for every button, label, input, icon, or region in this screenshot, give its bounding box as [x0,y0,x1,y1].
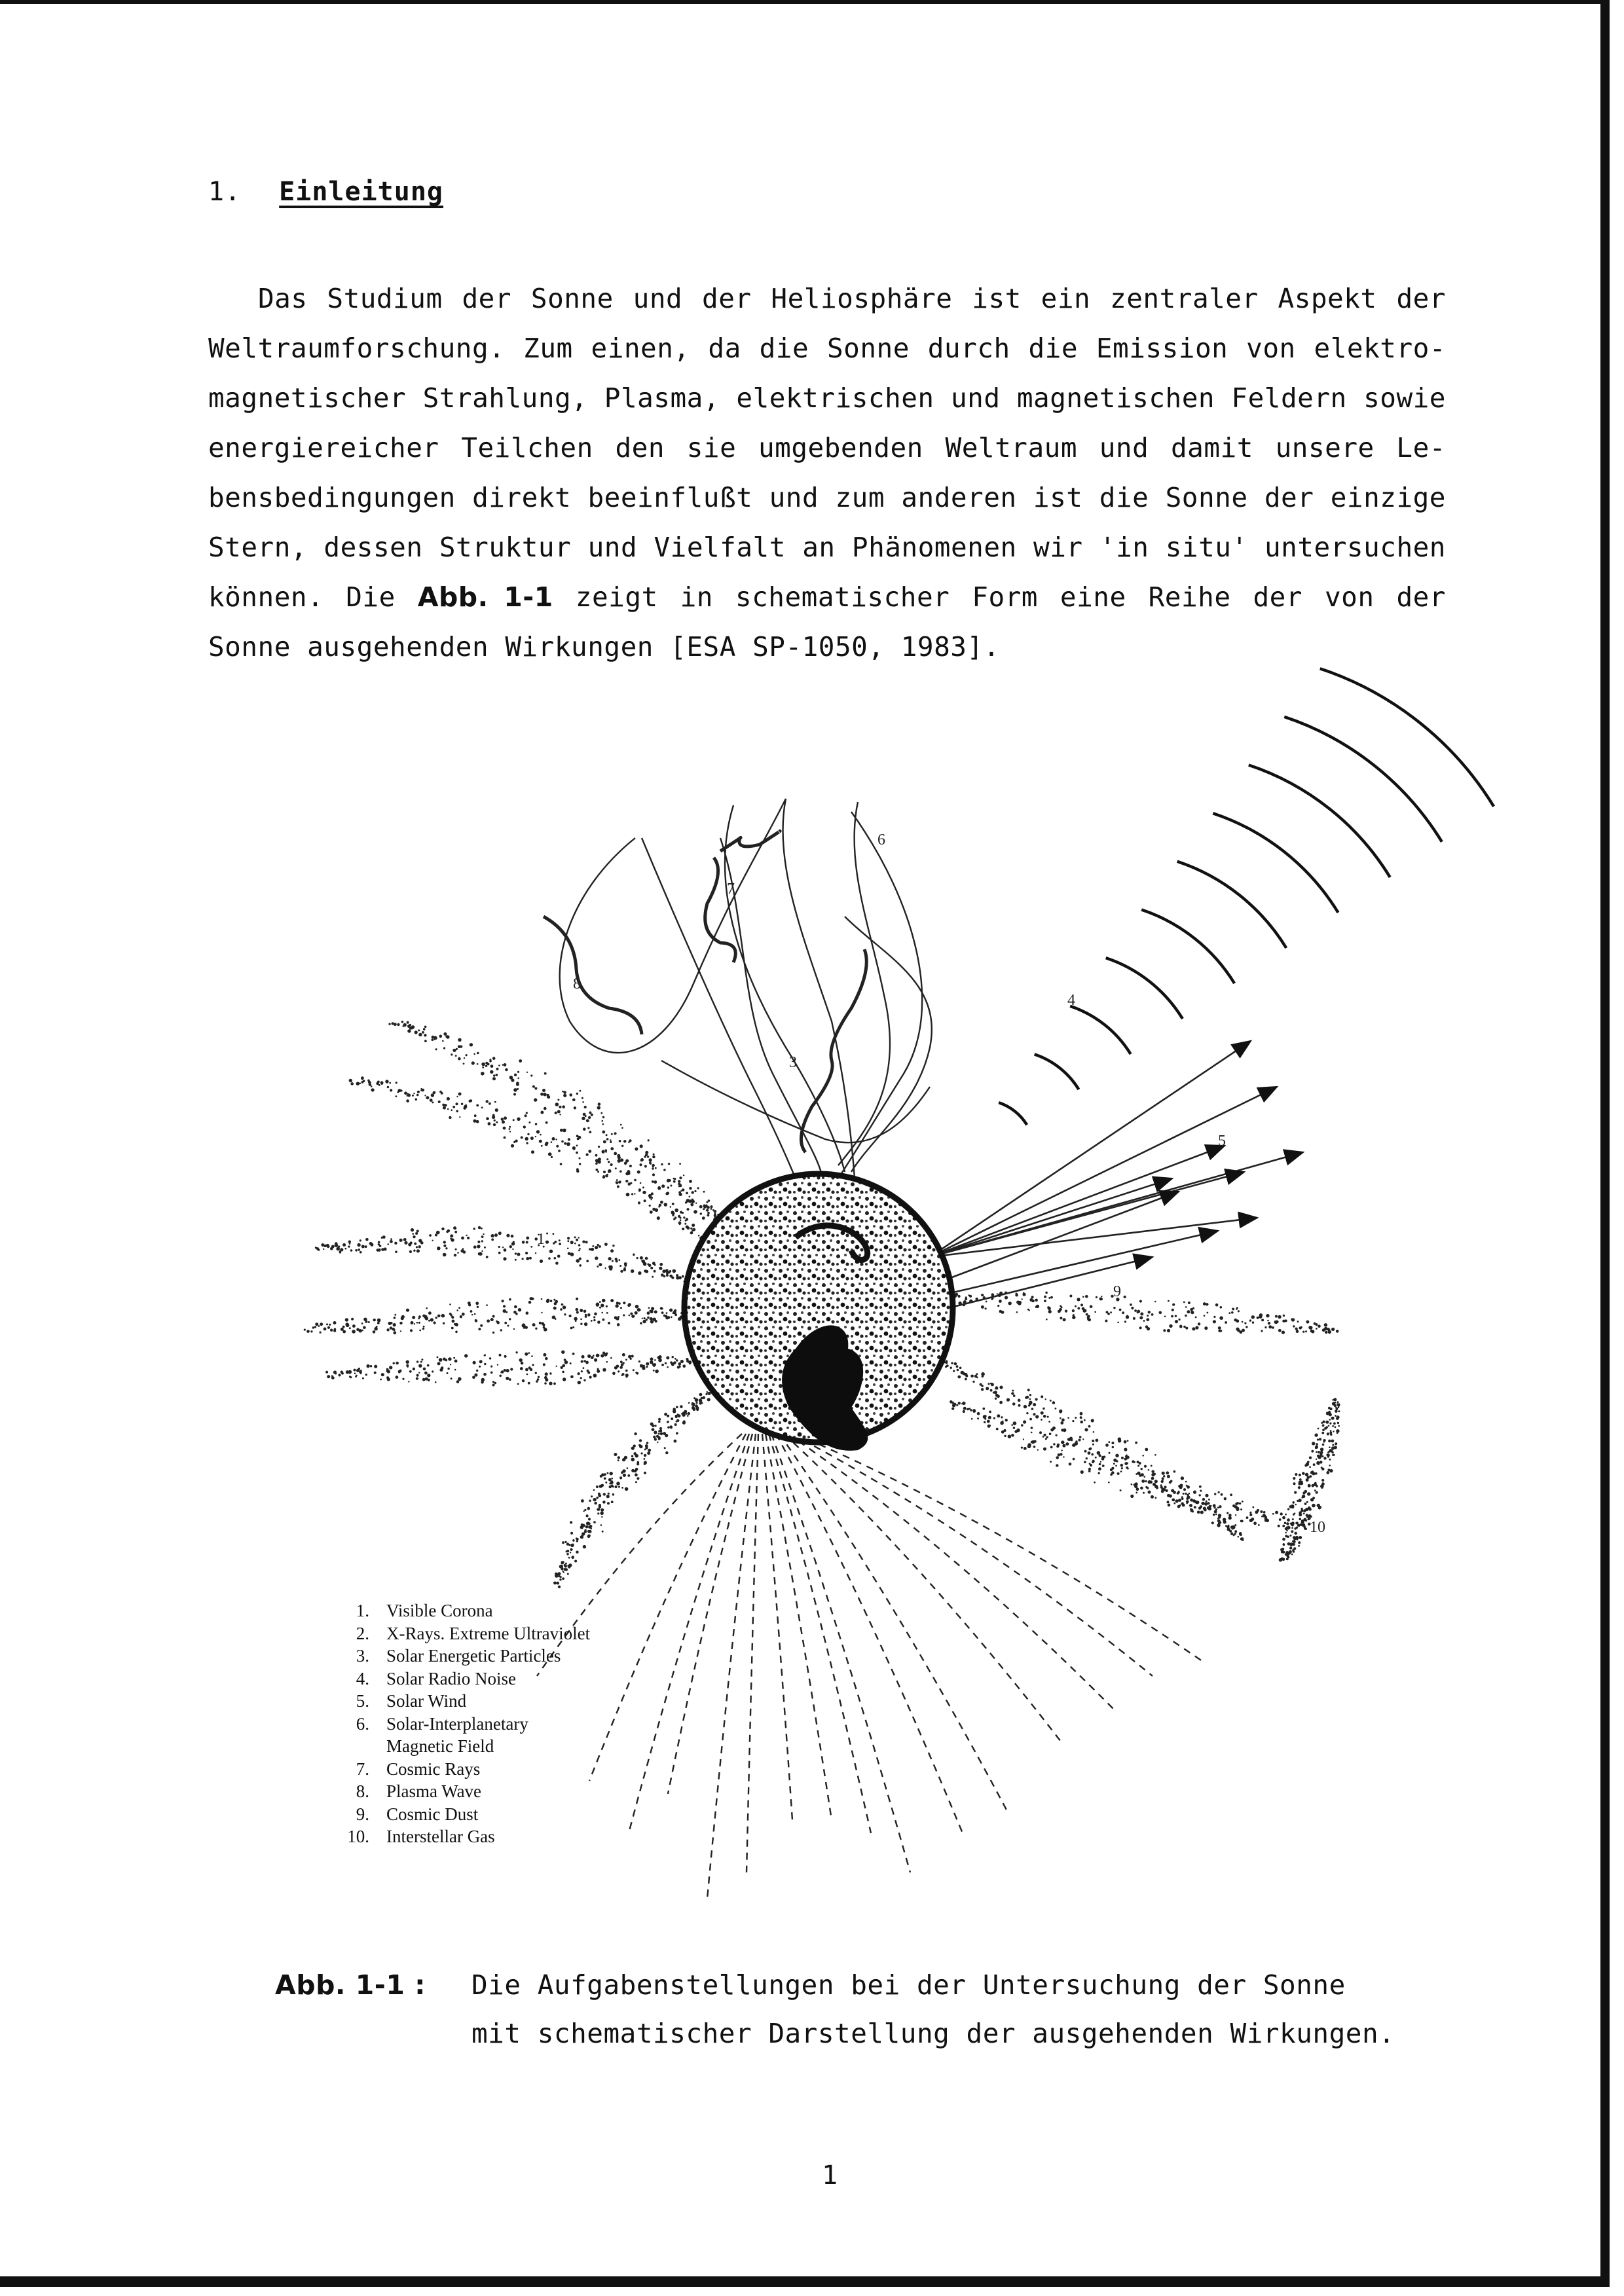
figure-reference: Abb. 1-1 [417,581,553,613]
legend-item [338,1758,590,1781]
figure-marker: 6 [877,831,885,848]
legend-item [338,1622,590,1645]
legend-number: 4. [356,1668,369,1688]
figure-marker: 4 [1067,992,1075,1009]
radio-noise-arcs [999,668,1494,1125]
particle-dashed-rays [537,1434,1205,1899]
legend-item [338,1825,590,1848]
page-number: 1 [822,2160,838,2191]
legend-item [338,1713,590,1736]
legend-label: Plasma Wave [386,1781,482,1801]
legend-item [338,1780,590,1803]
legend-number: 5. [356,1691,369,1711]
figure-marker: 8 [573,975,581,993]
figure-marker: 7 [727,881,735,898]
legend-number: 2. [356,1623,369,1643]
intro-line: Stern, dessen Struktur und Vielfalt an Phänomenen wir 'in situ' untersuchen [208,532,1446,563]
caption-line-2: mit schematischer Darstellung der ausgehenden Wirkungen. [471,2018,1395,2049]
legend-label: Solar Wind [386,1691,467,1711]
legend-number: 7. [356,1758,369,1779]
legend-label: Solar Radio Noise [386,1668,516,1688]
legend-number: 10. [347,1827,369,1846]
legend-item [338,1645,590,1667]
section-title: Einleitung [279,177,443,207]
legend-number: 9. [356,1804,369,1824]
figure-marker: 1 [537,1231,545,1248]
intro-line: bensbedingungen direkt beeinflußt und zum anderen ist die Sonne der einzige [208,482,1446,513]
section-number: 1. [208,177,242,207]
figure-legend [338,1599,590,1848]
legend-item [338,1599,590,1622]
sun-disc [684,1174,953,1451]
intro-line: Sonne ausgehenden Wirkungen [ESA SP-1050, 1983]. [208,631,1000,663]
caption-label: Abb. 1-1 : [275,1969,426,2001]
figure-marker: 10 [1310,1519,1325,1536]
intro-line-with-reference: können. Die Abb. 1-1 zeigt in schematischer Form eine Reihe der von der [208,581,1446,613]
legend-label: Solar-Interplanetary [386,1713,528,1734]
legend-item [338,1735,590,1758]
solar-wind-arrows [930,1041,1303,1309]
legend-item [338,1690,590,1713]
figure-marker-labels [537,831,1325,1536]
legend-number: 1. [356,1601,369,1620]
caption-line-1: Die Aufgabenstellungen bei der Untersuchung der Sonne [471,1969,1346,2001]
legend-label: Cosmic Dust [386,1804,479,1824]
figure-marker: 9 [1113,1283,1121,1300]
legend-number: 8. [356,1781,369,1801]
legend-item [338,1667,590,1690]
legend-item [338,1803,590,1826]
intro-line: Das Studium der Sonne und der Heliosphäre ist ein zentraler Aspekt der [258,283,1446,314]
legend-number [338,1735,386,1758]
legend-label: Magnetic Field [386,1736,494,1756]
figure-marker: 3 [789,1054,797,1071]
legend-label: Visible Corona [386,1601,493,1620]
intro-line: magnetischer Strahlung, Plasma, elektrischen und magnetischen Feldern sowie [208,382,1446,414]
legend-label: X-Rays. Extreme Ultraviolet [386,1623,591,1643]
legend-label: Cosmic Rays [386,1758,481,1779]
legend-number: 6. [356,1713,369,1734]
figure-marker: 5 [1218,1133,1226,1150]
legend-label: Solar Energetic Particles [386,1646,561,1666]
intro-line: energiereicher Teilchen den sie umgebenden Weltraum und damit unsere Le- [208,432,1446,464]
legend-number: 3. [356,1646,369,1666]
legend-label: Interstellar Gas [386,1827,495,1846]
intro-line: Weltraumforschung. Zum einen, da die Sonne durch die Emission von elektro- [208,333,1446,364]
